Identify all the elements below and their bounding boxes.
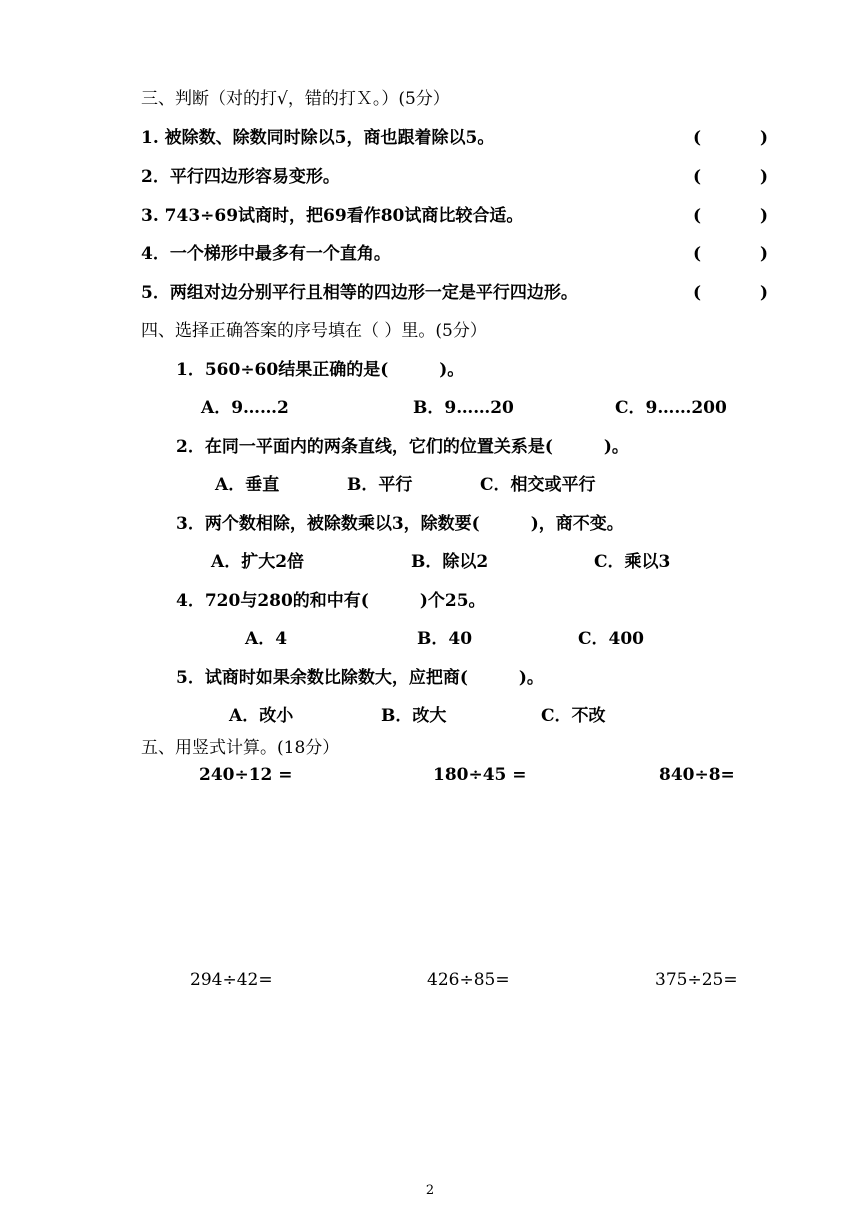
calc-problem: 840÷8=	[659, 765, 735, 785]
answer-paren-close: )	[760, 128, 769, 148]
option-c: C．9……200	[615, 398, 727, 418]
answer-paren-open: (	[693, 244, 702, 264]
choice-question-4: 4．720与280的和中有( )个25。	[176, 591, 486, 611]
answer-paren-close: )	[760, 244, 769, 264]
answer-paren-close: )	[760, 167, 769, 187]
answer-paren-open: (	[693, 128, 702, 148]
calc-problem: 240÷12 =	[199, 765, 293, 785]
calc-problem: 426÷85=	[427, 970, 510, 990]
option-b: B．40	[417, 629, 473, 649]
section4-title: 四、选择正确答案的序号填在（ ）里。(5分）	[141, 321, 487, 341]
answer-paren-open: (	[693, 283, 702, 303]
option-b: B．改大	[381, 706, 447, 726]
option-a: A．垂直	[215, 475, 280, 495]
answer-paren-open: (	[693, 167, 702, 187]
choice-question-3: 3．两个数相除，被除数乘以3，除数要( )，商不变。	[176, 514, 624, 534]
page-number: 2	[425, 1183, 435, 1198]
calc-problem: 180÷45 =	[433, 765, 527, 785]
option-c: C．400	[578, 629, 645, 649]
option-c: C．相交或平行	[480, 475, 596, 495]
section5-title: 五、用竖式计算。(18分）	[141, 738, 340, 758]
calc-problem: 294÷42=	[190, 970, 273, 990]
judge-item-2: 2．平行四边形容易变形。	[141, 167, 340, 187]
option-c: C．乘以3	[594, 552, 671, 572]
answer-paren-close: )	[760, 283, 769, 303]
option-a: A．改小	[229, 706, 294, 726]
calc-problem: 375÷25=	[655, 970, 738, 990]
judge-item-5: 5．两组对边分别平行且相等的四边形一定是平行四边形。	[141, 283, 578, 303]
option-a: A．4	[245, 629, 288, 649]
option-b: B．平行	[347, 475, 413, 495]
choice-question-5: 5．试商时如果余数比除数大，应把商( )。	[176, 668, 544, 688]
option-a: A．9……2	[201, 398, 289, 418]
option-b: B．除以2	[411, 552, 489, 572]
choice-question-2: 2．在同一平面内的两条直线，它们的位置关系是( )。	[176, 437, 629, 457]
judge-item-3: 3. 743÷69试商时，把69看作80试商比较合适。	[141, 206, 524, 226]
choice-question-1: 1．560÷60结果正确的是( )。	[176, 360, 465, 380]
answer-paren-close: )	[760, 206, 769, 226]
option-b: B．9……20	[413, 398, 514, 418]
judge-item-1: 1. 被除数、除数同时除以5，商也跟着除以5。	[141, 128, 495, 148]
section3-title: 三、判断（对的打√，错的打Ｘ。）(5分）	[141, 89, 450, 109]
option-c: C．不改	[541, 706, 606, 726]
option-a: A．扩大2倍	[211, 552, 305, 572]
judge-item-4: 4．一个梯形中最多有一个直角。	[141, 244, 391, 264]
answer-paren-open: (	[693, 206, 702, 226]
